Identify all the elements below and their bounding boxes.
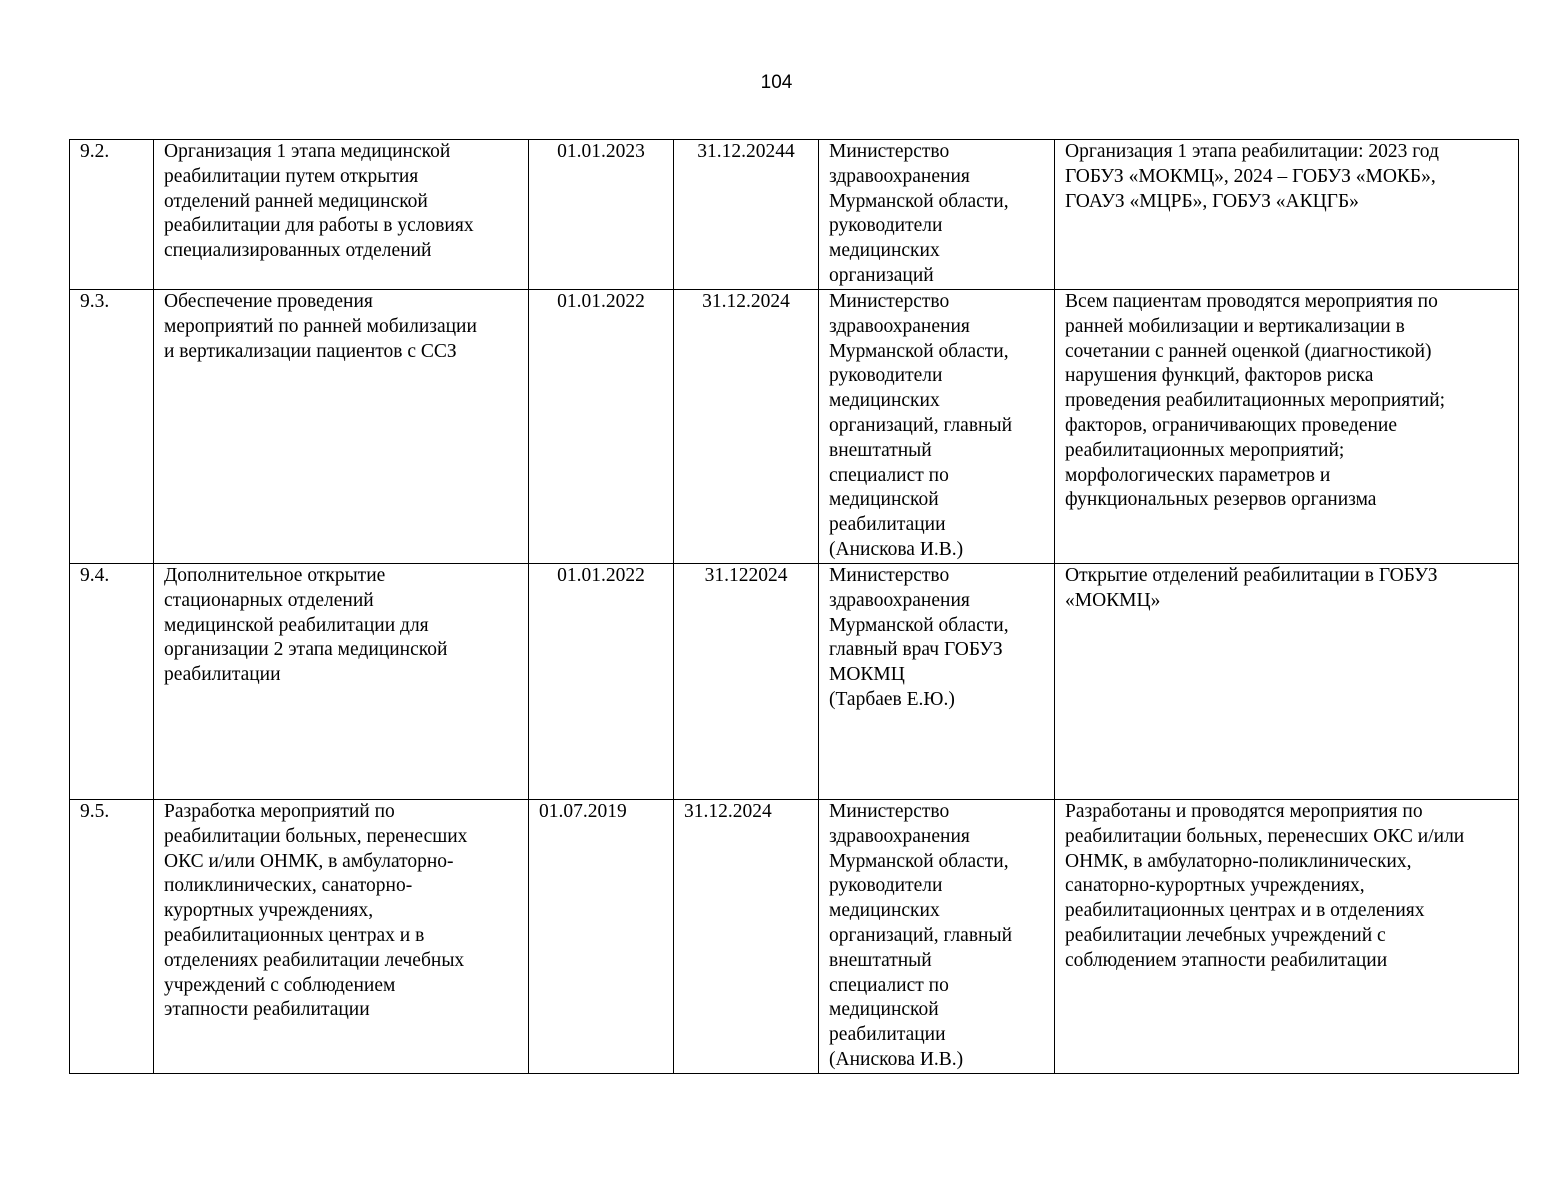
row-number-cell: 9.2. <box>70 140 154 290</box>
table-row <box>70 800 1519 1074</box>
responsible-cell: Министерство здравоохранения Мурманской области, руководители медицинских организаций, главный внештатный специалист по медицинской реабилитации (Анискова И.В.) <box>819 800 1055 1074</box>
event-cell: Разработка мероприятий по реабилитации больных, перенесших ОКС и/или ОНМК, в амбулаторно- поликлинических, санаторно- курортных учреждениях, реабилитационных центрах и в отделениях реабилитации лечебных учреждений с соблюдением этапности реабилитации <box>154 800 529 1074</box>
table-row <box>70 564 1519 800</box>
result-cell: Организация 1 этапа реабилитации: 2023 год ГОБУЗ «МОКМЦ», 2024 – ГОБУЗ «МОКБ», ГОАУЗ «МЦРБ», ГОБУЗ «АКЦГБ» <box>1055 140 1519 290</box>
end-date-cell: 31.122024 <box>674 564 819 800</box>
table-row <box>70 290 1519 564</box>
end-date-cell: 31.12.2024 <box>674 800 819 1074</box>
row-number-cell: 9.5. <box>70 800 154 1074</box>
start-date-cell: 01.01.2022 <box>529 564 674 800</box>
responsible-cell: Министерство здравоохранения Мурманской области, руководители медицинских организаций, главный внештатный специалист по медицинской реабилитации (Анискова И.В.) <box>819 290 1055 564</box>
event-cell: Дополнительное открытие стационарных отделений медицинской реабилитации для организации 2 этапа медицинской реабилитации <box>154 564 529 800</box>
result-cell: Всем пациентам проводятся мероприятия по ранней мобилизации и вертикализации в сочетании с ранней оценкой (диагностикой) нарушения функций, факторов риска проведения реабилитационных мероприятий; факторов, ограничивающих проведение реабилитационных мероприятий; морфологических параметров и функциональных резервов организма <box>1055 290 1519 564</box>
start-date-cell: 01.01.2022 <box>529 290 674 564</box>
result-cell: Разработаны и проводятся мероприятия по реабилитации больных, перенесших ОКС и/или ОНМК, в амбулаторно-поликлинических, санаторно-курортных учреждениях, реабилитационных центрах и в отделениях реабилитации лечебных учреждений с соблюдением этапности реабилитации <box>1055 800 1519 1074</box>
responsible-cell: Министерство здравоохранения Мурманской области, главный врач ГОБУЗ МОКМЦ (Тарбаев Е.Ю.) <box>819 564 1055 800</box>
measures-table <box>69 139 1519 1074</box>
row-number-cell: 9.4. <box>70 564 154 800</box>
event-cell: Организация 1 этапа медицинской реабилитации путем открытия отделений ранней медицинской реабилитации для работы в условиях специализированных отделений <box>154 140 529 290</box>
row-number-cell: 9.3. <box>70 290 154 564</box>
page-number: 104 <box>760 72 793 93</box>
result-cell: Открытие отделений реабилитации в ГОБУЗ «МОКМЦ» <box>1055 564 1519 800</box>
responsible-cell: Министерство здравоохранения Мурманской области, руководители медицинских организаций <box>819 140 1055 290</box>
start-date-cell: 01.01.2023 <box>529 140 674 290</box>
end-date-cell: 31.12.20244 <box>674 140 819 290</box>
event-cell: Обеспечение проведения мероприятий по ранней мобилизации и вертикализации пациентов с ССЗ <box>154 290 529 564</box>
start-date-cell: 01.07.2019 <box>529 800 674 1074</box>
table-row <box>70 140 1519 290</box>
end-date-cell: 31.12.2024 <box>674 290 819 564</box>
